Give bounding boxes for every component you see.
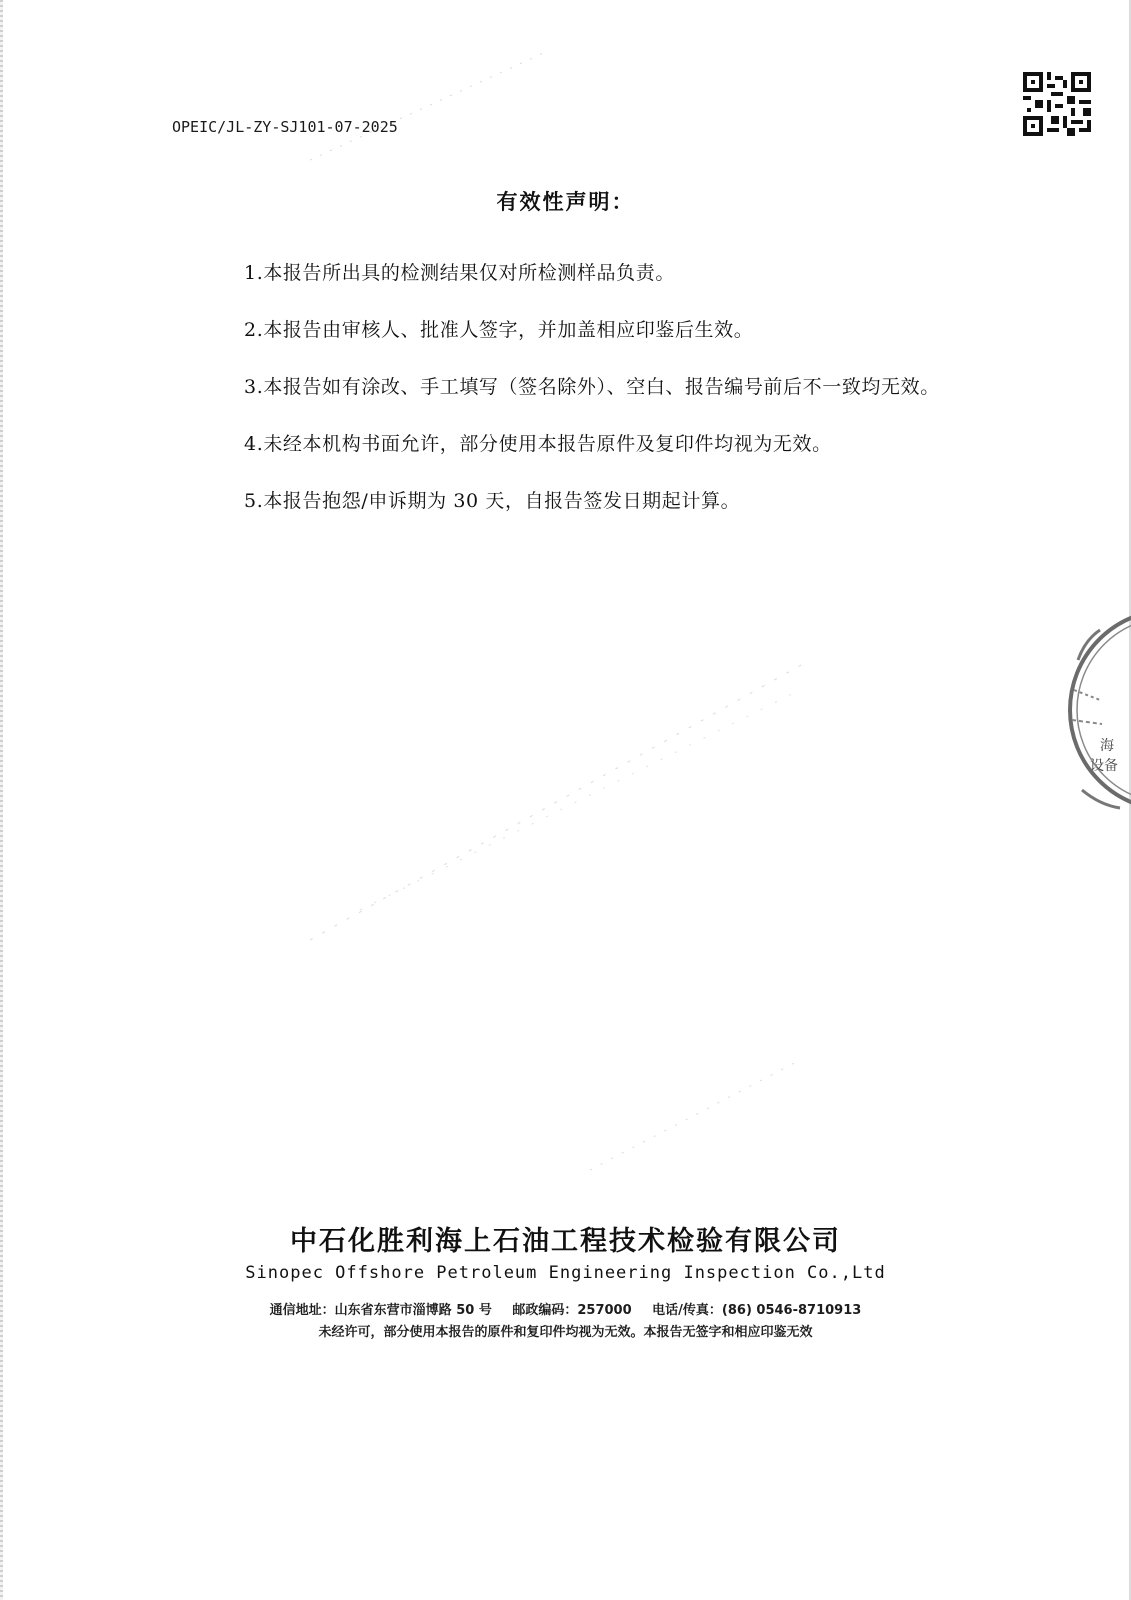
clause-item <box>152 313 972 348</box>
clause-number: 5. <box>244 490 264 512</box>
company-seal-partial <box>1060 600 1131 820</box>
validity-clauses <box>152 256 972 541</box>
address-text: 通信地址：山东省东营市淄博路 50 号 <box>269 1303 492 1318</box>
clause-item <box>152 484 972 519</box>
clause-number: 4. <box>244 433 264 455</box>
clause-text: 本报告所出具的检测结果仅对所检测样品负责。 <box>263 262 675 284</box>
postcode-text: 邮政编码：257000 <box>512 1303 632 1318</box>
clause-text: 未经本机构书面允许，部分使用本报告原件及复印件均视为无效。 <box>263 433 832 455</box>
scan-trace-lower <box>580 1050 810 1180</box>
clause-item <box>152 427 972 462</box>
scan-trace-top <box>300 40 560 170</box>
clause-item <box>152 370 972 405</box>
qr-code-icon <box>1023 72 1091 136</box>
page-title: 有效性声明： <box>496 190 635 214</box>
scan-edge-left <box>0 0 3 1600</box>
company-name-en: Sinopec Offshore Petroleum Engineering Inspection Co.,Ltd <box>245 1263 886 1283</box>
phone-text: 电话/传真：(86) 0546-8710913 <box>652 1303 862 1318</box>
clause-text: 本报告由审核人、批准人签字，并加盖相应印鉴后生效。 <box>263 319 754 341</box>
company-name-cn: 中石化胜利海上石油工程技术检验有限公司 <box>290 1226 841 1257</box>
seal-text: 海 <box>1100 738 1114 754</box>
clause-text: 本报告如有涂改、手工填写（签名除外）、空白、报告编号前后不一致均无效。 <box>263 376 940 398</box>
scan-trace-middle <box>300 650 820 950</box>
contact-line <box>0 1300 1131 1322</box>
clause-item <box>152 256 972 291</box>
contact-info <box>0 1300 1131 1344</box>
document-code: OPEIC/JL-ZY-SJ101-07-2025 <box>172 118 398 136</box>
clause-number: 2. <box>244 319 264 341</box>
clause-number: 3. <box>244 376 264 398</box>
seal-text: 设备 <box>1090 758 1118 774</box>
clause-number: 1. <box>244 262 264 284</box>
clause-text: 本报告抱怨/申诉期为 30 天，自报告签发日期起计算。 <box>263 490 741 512</box>
company-footer <box>0 1224 1131 1286</box>
notice-text: 未经许可，部分使用本报告的原件和复印件均视为无效。本报告无签字和相应印鉴无效 <box>318 1325 813 1340</box>
